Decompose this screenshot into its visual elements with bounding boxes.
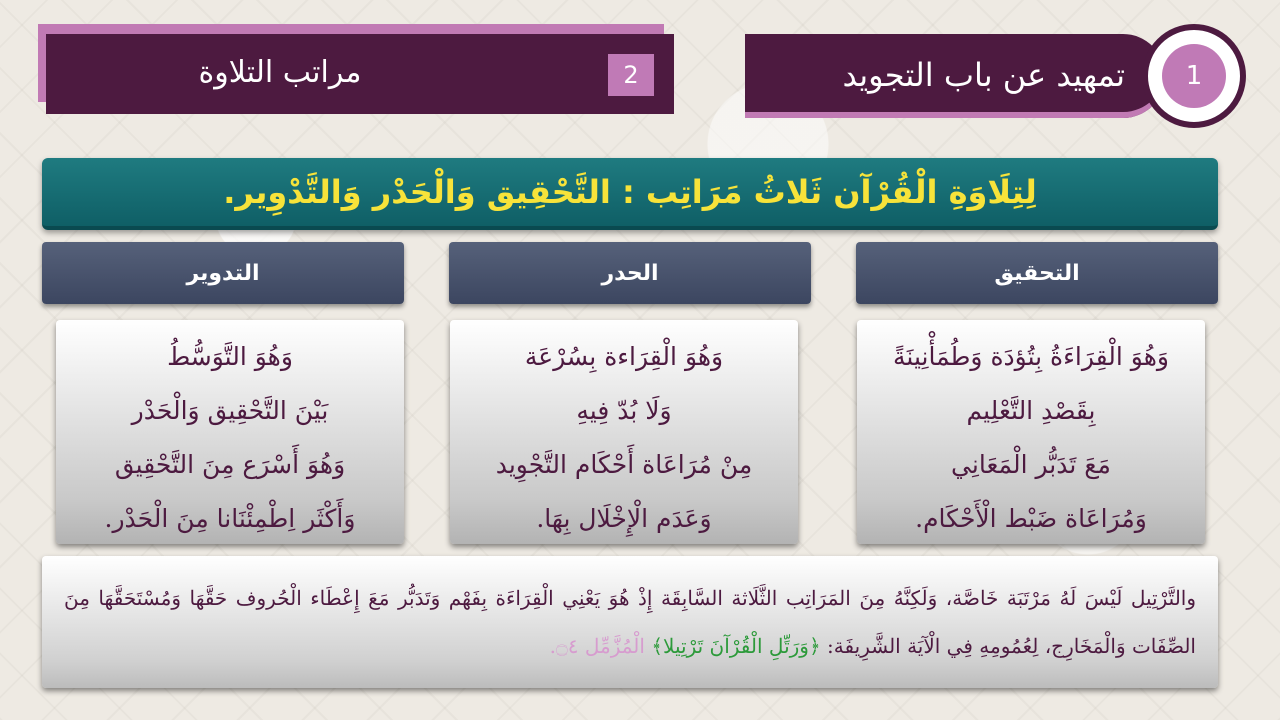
column-line: وَلَا بُدّ فِيهِ [576, 396, 672, 425]
column-line: وَهُوَ الْقِرَاءة بِسُرْعَة [524, 342, 724, 371]
column-header-tahqiq: التحقيق [856, 242, 1218, 304]
sura-reference: الْمُزَّمِّل ۝٤. [549, 634, 645, 658]
column-line: بَيْنَ التَّحْقِيق وَالْحَدْر [131, 396, 329, 425]
column-line: وَأَكْثَر اِطْمِئْنَانا مِنَ الْحَدْر. [104, 504, 356, 533]
column-line: وَهُوَ الْقِرَاءَةُ بِتُؤدَة وَطُمَأْنِينَةً [893, 342, 1169, 371]
column-header-hadr: الحدر [449, 242, 811, 304]
tab-1-title: تمهيد عن باب التجويد [842, 56, 1125, 94]
column-body-tahqiq [857, 320, 1205, 544]
tartil-note [42, 556, 1218, 688]
column-header-tadwir: التدوير [42, 242, 404, 304]
column-line: وَهُوَ أَسْرَع مِنَ التَّحْقِيق [114, 450, 346, 479]
tab-1-number: 1 [1162, 44, 1226, 108]
note-text: والتَّرْتِيل لَيْسَ لَهُ مَرْتَبَة خَاصَّة، وَلَكِنَّهُ مِنَ المَرَاتِب الثَّلَاثة السَّابِقَة إِذْ هُوَ يَعْنِي الْقِرَاءَة بِفَهْم وَتَدَبُّر مَعَ إِعْطَاء الْحُروف حَقَّهَا وَمُسْتَحَقَّهَا مِنَ الصِّفَات وَالْمَخَارِج، لِعُمُومِهِ فِي الْآيَة الشَّرِيفَة: [64, 586, 1196, 658]
column-body-tadwir [56, 320, 404, 544]
column-line: مِنْ مُرَاعَاة أَحْكَام التَّجْوِيد [495, 450, 753, 479]
column-line: وَهُوَ التَّوَسُّطُ [167, 342, 293, 371]
column-line: بِقَصْدِ التَّعْلِيم [966, 396, 1096, 425]
main-heading-banner: لِتِلَاوَةِ الْقُرْآن ثَلاثُ مَرَاتِب : التَّحْقِيق وَالْحَدْر وَالتَّدْوِير. [42, 158, 1218, 230]
column-line: وَمُرَاعَاة ضَبْط الْأَحْكَام. [915, 504, 1147, 533]
tab-2-title: مراتب التلاوة [198, 54, 362, 90]
column-body-hadr [450, 320, 798, 544]
column-line: وَعَدَم الْإِخْلَال بِهَا. [536, 504, 712, 533]
tab-2-number: 2 [608, 54, 654, 96]
column-line: مَعَ تَدَبُّر الْمَعَانِي [951, 450, 1111, 479]
quran-verse: ﴿وَرَتِّلِ الْقُرْآنَ تَرْتِيلا﴾ [651, 634, 821, 658]
